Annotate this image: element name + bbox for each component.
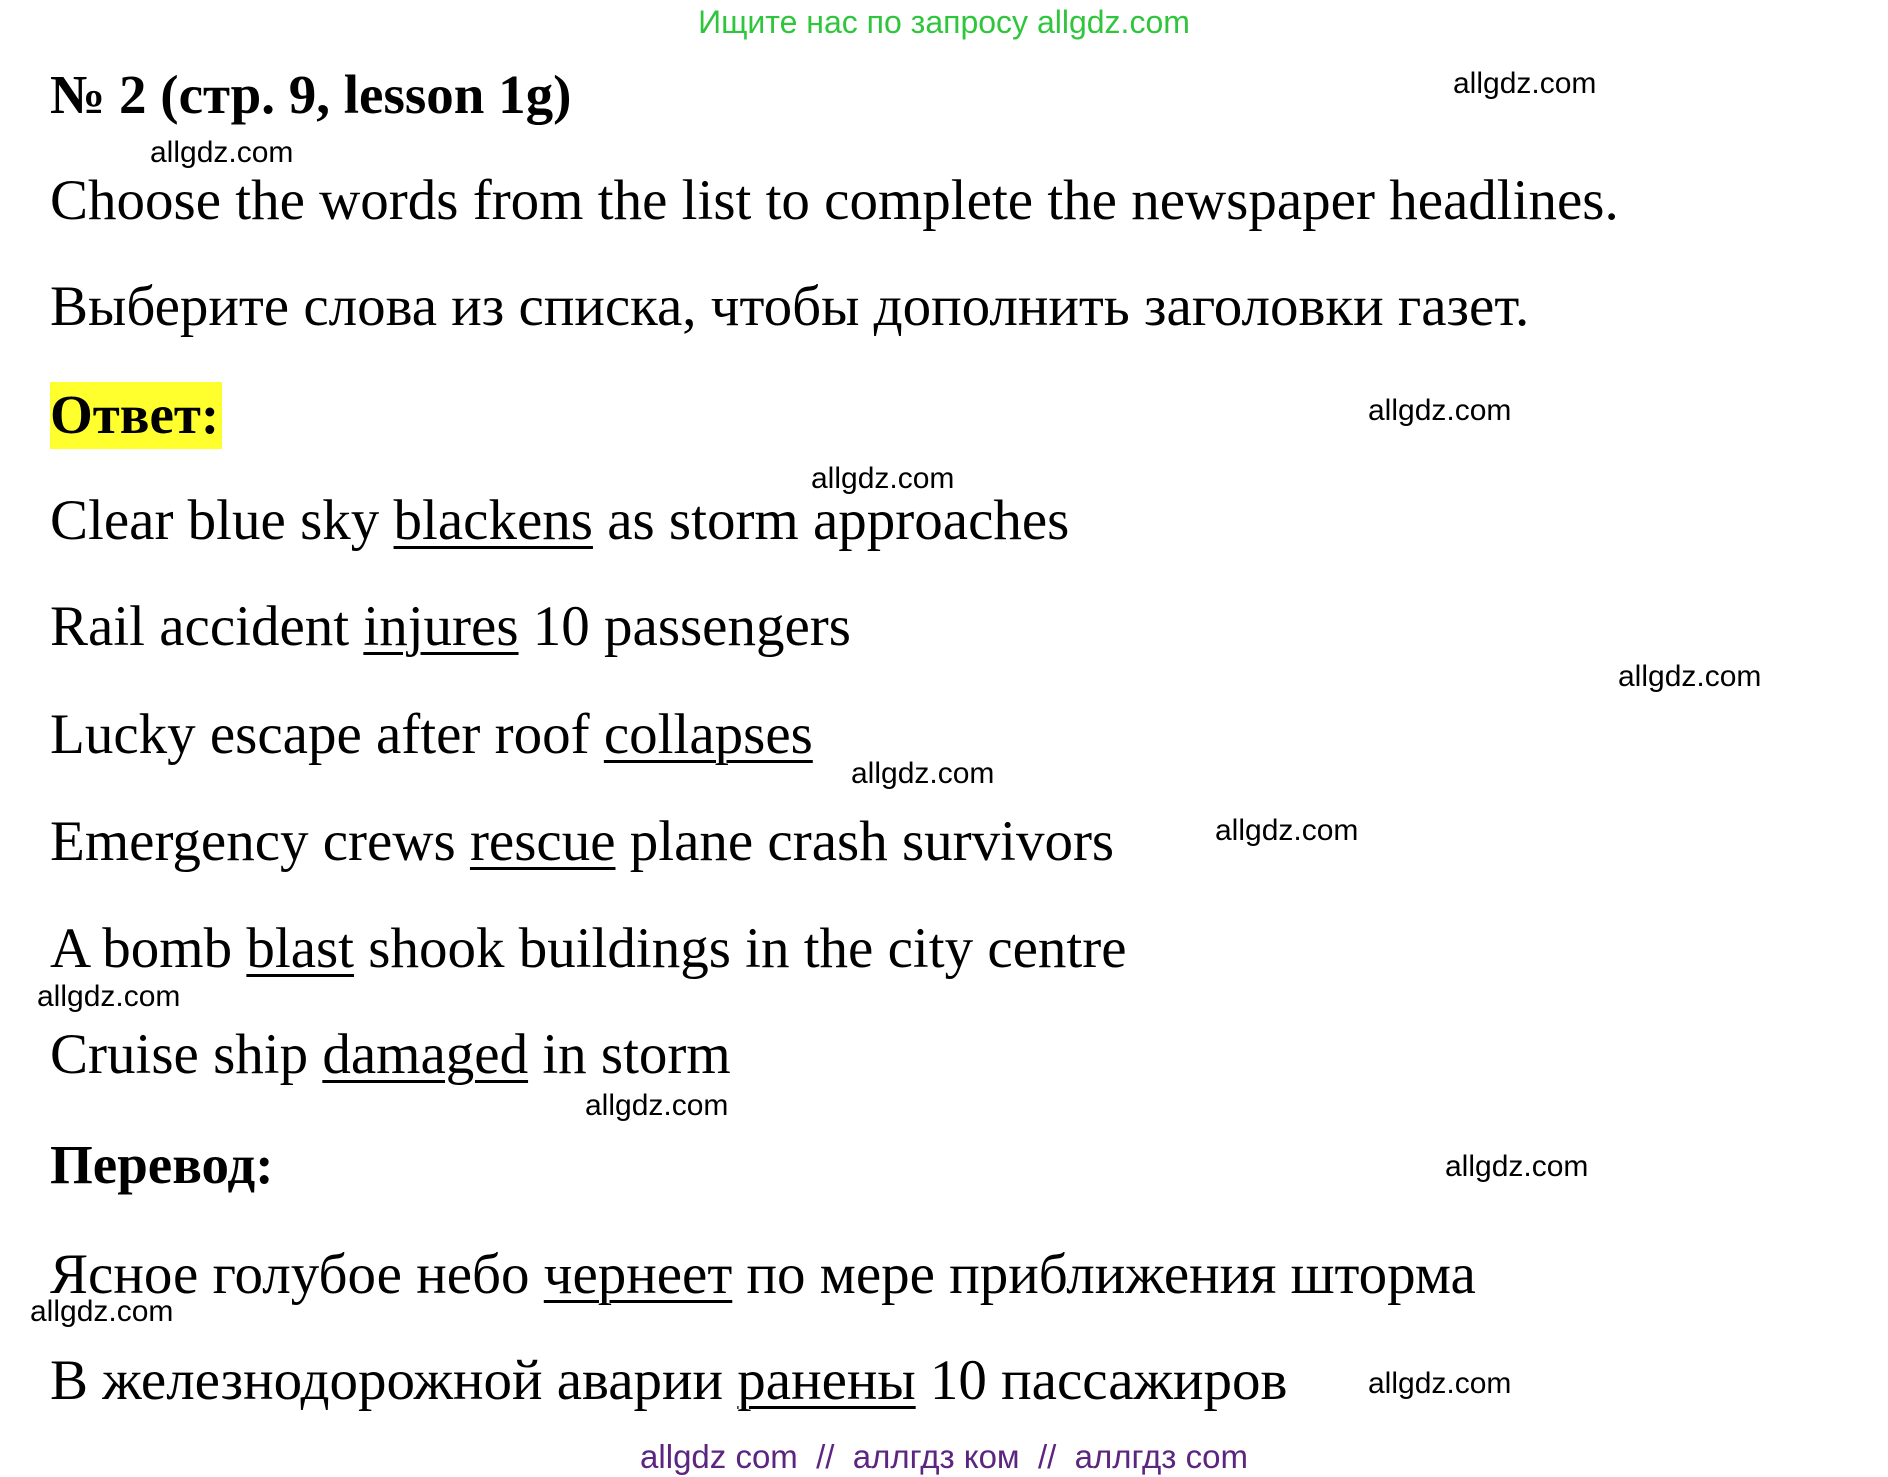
watermark: allgdz.com [1215,814,1359,847]
answer-line [50,702,813,768]
answer-text-before: Emergency crews [50,810,470,873]
translation-label: Перевод: [50,1134,274,1195]
answer-word: blast [246,917,355,980]
answer-line [50,488,1069,554]
watermark: allgdz.com [30,1295,174,1328]
watermark: allgdz.com [1618,660,1762,693]
answer-word: collapses [603,703,813,766]
answer-word: damaged [322,1023,529,1086]
translation-word: ранены [737,1349,916,1412]
watermark: allgdz.com [1453,67,1597,100]
answer-text-before: Lucky escape after roof [50,703,604,766]
translation-text-after: 10 пассажиров [915,1349,1288,1412]
answer-line [50,809,1114,875]
watermark: allgdz.com [150,136,294,169]
watermark: allgdz.com [1368,394,1512,427]
footer-watermark: allgdz com // аллгдз ком // аллгдз com [640,1438,1248,1475]
answer-text-before: Cruise ship [50,1023,323,1086]
translation-word: чернеет [543,1243,733,1306]
answer-word: blackens [393,489,593,552]
task-title: № 2 (стр. 9, lesson 1g) [50,64,572,125]
watermark: allgdz.com [585,1089,729,1122]
translation-line [50,1242,1476,1308]
answer-text-before: Rail accident [50,595,364,658]
answer-word: injures [363,595,519,658]
answer-line [50,1022,731,1088]
answer-label: Ответ: [50,382,222,449]
answer-word: rescue [469,810,616,873]
answer-text-after: as storm approaches [592,489,1070,552]
translation-text-after: по мере приближения шторма [732,1243,1476,1306]
watermark: allgdz.com [1368,1367,1512,1400]
instruction-english: Choose the words from the list to complete the newspaper headlines. [50,169,1619,232]
answer-text-before: Clear blue sky [50,489,394,552]
answer-text-before: A bomb [50,917,247,980]
answer-line [50,594,851,660]
watermark: allgdz.com [811,462,955,495]
top-banner: Ищите нас по запросу allgdz.com [698,4,1190,40]
watermark: allgdz.com [37,980,181,1013]
answer-line [50,916,1127,982]
instruction-russian: Выберите слова из списка, чтобы дополнить заголовки газет. [50,275,1530,338]
translation-text-before: Ясное голубое небо [50,1243,544,1306]
answer-text-after: shook buildings in the city centre [354,917,1127,980]
answer-section [50,382,222,448]
watermark: allgdz.com [1445,1150,1589,1183]
translation-text-before: В железнодорожной аварии [50,1349,738,1412]
answer-text-after: 10 passengers [518,595,851,658]
watermark: allgdz.com [851,757,995,790]
answer-text-after: plane crash survivors [615,810,1115,873]
translation-line [50,1348,1287,1414]
answer-text-after: in storm [528,1023,731,1086]
